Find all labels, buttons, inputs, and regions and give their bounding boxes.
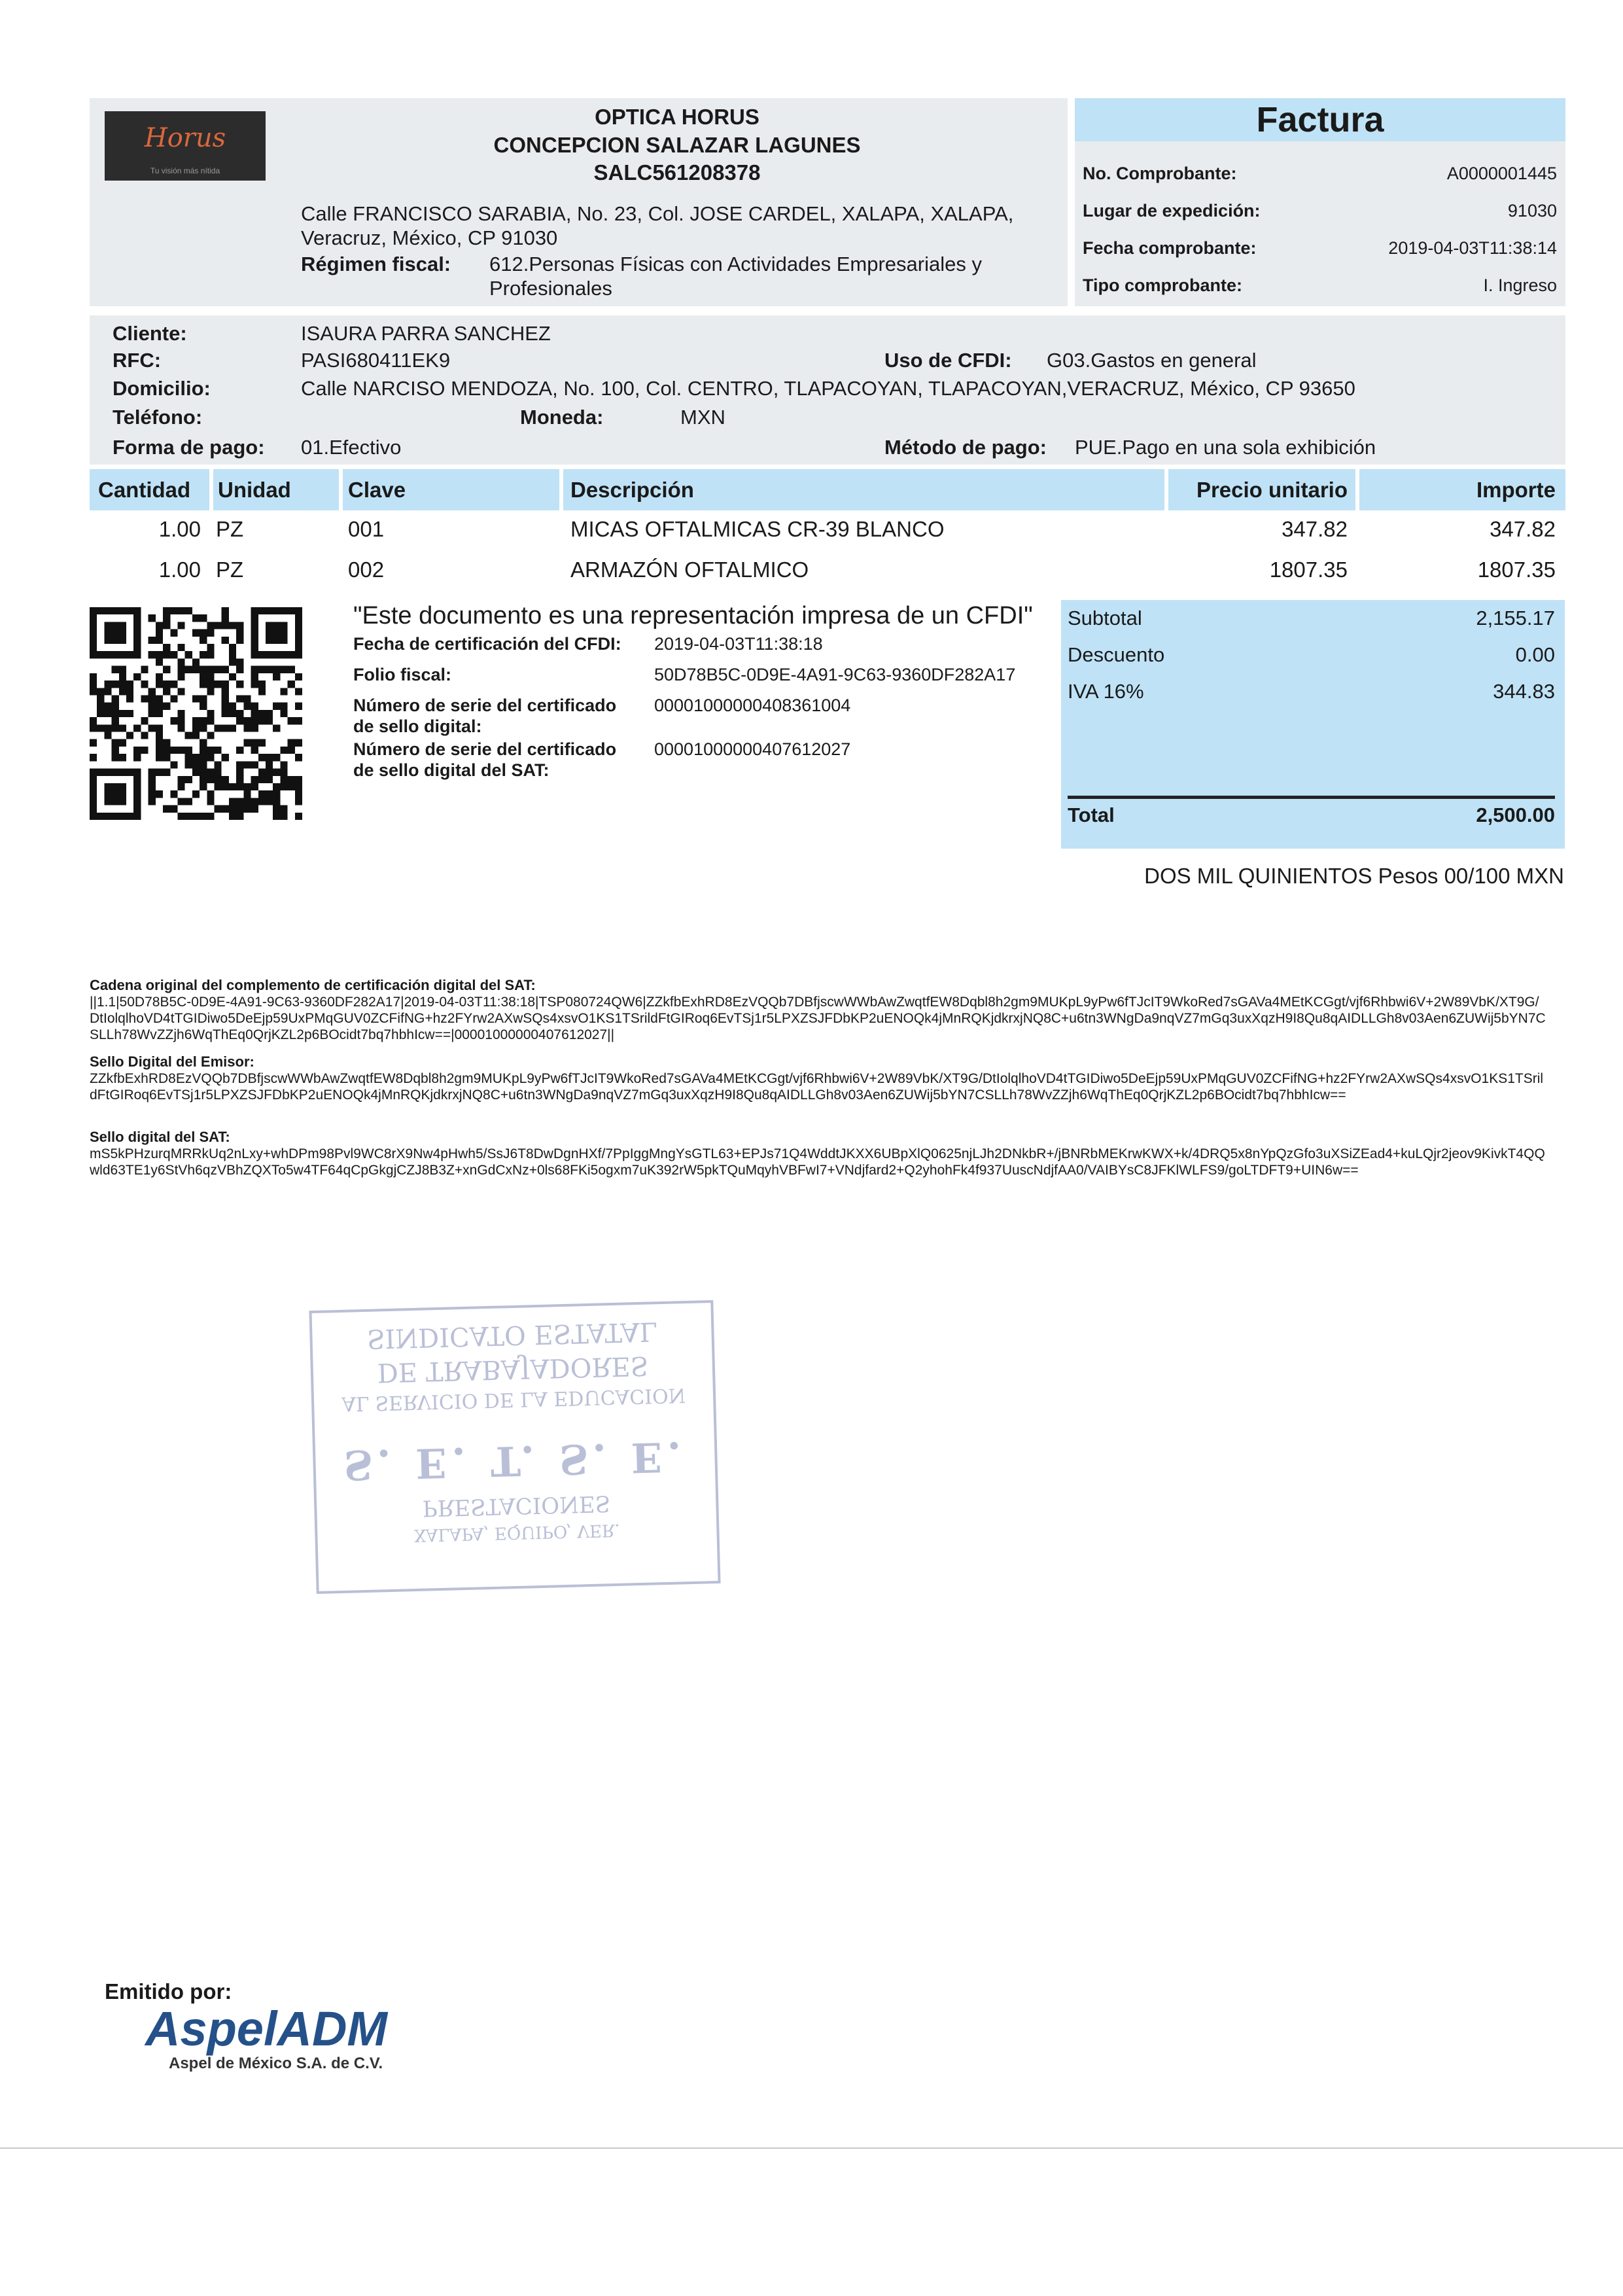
sat-seal-value: mS5kPHzurqMRRkUq2nLxy+whDPm98Pvl9WC8rX9Nw4pHwh5/SsJ6T8DwDgnHXf/7PpIggMngYsGTL63+EPJs71Q4WddtJKXX6UBpXlQ0625njLJh2DNkbR+/jBNRbMEKrwKWX+k/4DRQ5x8nYpQzGfo3uXSiZEad4+kuLQjr2jeov9KivkT4QQwld63TE1y6StVh6qzVBhZQXTo5w4TF64qCpGkgjCZJ8B3Z+xnGdCxNz+0ls68FKi5ogxm7uK392rW5pkTQuMqyhVBFwI7+VNdjfard2+Q2yhohFk4f937UuscNdjfAA0/VAIBYsC8JFKlWLFS9/goLTDFT9+UIN6w== <box>90 1146 1545 1178</box>
header-divider <box>339 469 343 510</box>
col-cantidad: Cantidad <box>98 478 191 502</box>
discount-label: Descuento <box>1068 643 1165 666</box>
stamp-line: XALAPA, EQUIPO, VER. <box>413 1519 621 1545</box>
total-in-words: DOS MIL QUINIENTOS Pesos 00/100 MXN <box>1144 864 1564 888</box>
aspel-logo: AspelADM <box>145 2002 388 2056</box>
payment-form-label: Forma de pago: <box>113 436 265 459</box>
row-unidad: PZ <box>216 557 244 582</box>
total-divider <box>1068 796 1555 799</box>
col-descripcion: Descripción <box>570 478 694 502</box>
currency: MXN <box>680 406 725 429</box>
cadena-value: ||1.1|50D78B5C-0D9E-4A91-9C63-9360DF282A17|2019-04-03T11:38:18|TSP080724QW6|ZZkfbExhRD8EzVQQb7DBfjscwWWbAwZwqtfEW8Dqbl8h2gm9MUKpL9yPw6fTJcIT9WkoRed7sGAVa4MEtKCGgt/vjf6Rhbwi6V+2W89VbK/XT9G/DtIolqlhoVD4tTGIDiwo5DeEjp59UxPMqGUV0ZCFifNG+hz2FYrw2AXwSQs4xsvO1KS1TSrildFtGIRoq6EvTSj1r5LPXZSJFDbKP2uENOQk4jMnRQKjdkrxjNQ8C+u6tn3WNgDa9nqVZ7mGq3uxXqzH9I8Qu8qAIDLLGh8v03Aen6ZUWij5bYN7CSLLh78WvZZjh6WqThEq0QrjKZL2p6BOcidt7bq7hbhIcw==|00001000000407612027|| <box>90 995 1546 1042</box>
regimen-line2: Profesionales <box>489 277 612 300</box>
row-cantidad: 1.00 <box>158 517 201 541</box>
payment-method-label: Método de pago: <box>884 436 1047 459</box>
logo-mark: Horus <box>144 123 226 153</box>
cfdi-use-label: Uso de CFDI: <box>884 349 1012 372</box>
invoice-date-row <box>1083 238 1557 264</box>
row-clave: 001 <box>348 517 385 541</box>
sat-seal-label: Sello digital del SAT: <box>90 1129 230 1145</box>
client-name: ISAURA PARRA SANCHEZ <box>301 322 551 345</box>
folio-label: Folio fiscal: <box>353 665 452 684</box>
row-descripcion: MICAS OFTALMICAS CR-39 BLANCO <box>570 517 945 541</box>
payment-method: PUE.Pago en una sola exhibición <box>1075 436 1376 459</box>
payment-form: 01.Efectivo <box>301 436 402 459</box>
stamp-line: SINDICATO ESTATAL <box>366 1316 657 1354</box>
invoice-number-value: A0000001445 <box>1446 164 1557 183</box>
cert-date-label: Fecha de certificación del CFDI: <box>353 634 621 654</box>
row-clave: 002 <box>348 557 385 582</box>
row-descripcion: ARMAZÓN OFTALMICO <box>570 557 809 582</box>
cert-date: 2019-04-03T11:38:18 <box>654 634 823 654</box>
issuer-address-line2: Veracruz, México, CP 91030 <box>301 226 558 249</box>
table-row <box>90 517 1565 551</box>
cfdi-notice: "Este documento es una representación impresa de un CFDI" <box>353 602 1033 629</box>
emitted-by-label: Emitido por: <box>105 1979 232 2004</box>
sat-serial: 00001000000407612027 <box>654 739 851 759</box>
invoice-place-row <box>1083 201 1557 227</box>
header-divider <box>209 469 213 510</box>
invoice-type-value: I. Ingreso <box>1483 275 1557 295</box>
qr-code <box>90 607 302 820</box>
emisor-seal-label: Sello Digital del Emisor: <box>90 1053 254 1070</box>
invoice-date-label: Fecha comprobante: <box>1083 238 1257 258</box>
discount-value: 0.00 <box>1515 643 1555 666</box>
issuer-rfc: SALC561208378 <box>593 160 761 185</box>
col-unidad: Unidad <box>218 478 291 502</box>
header-divider <box>1164 469 1168 510</box>
cfdi-use: G03.Gastos en general <box>1047 349 1257 372</box>
total-label: Total <box>1068 804 1115 826</box>
subtotal-label: Subtotal <box>1068 607 1142 629</box>
issuer-address-line1: Calle FRANCISCO SARABIA, No. 23, Col. JOSE CARDEL, XALAPA, XALAPA, <box>301 202 1014 225</box>
client-address-label: Domicilio: <box>113 377 211 400</box>
cert-serial: 00001000000408361004 <box>654 696 851 715</box>
row-unidad: PZ <box>216 517 244 541</box>
col-precio: Precio unitario <box>1196 478 1348 502</box>
emisor-seal-value: ZZkfbExhRD8EzVQQb7DBfjscwWWbAwZwqtfEW8Dqbl8h2gm9MUKpL9yPw6fTJcIT9WkoRed7sGAVa4MEtKCGgt/vjf6Rhbwi6V+2W89VbK/XT9G/DtIolqlhoVD4tTGIDiwo5DeEjp59UxPMqGUV0ZCFifNG+hz2FYrw2AXwSQs4xsvO1KS1TSrildFtGIRoq6EvTSj1r5LPXZSJFDbKP2uENOQk4jMnRQKjdkrxjNQ8C+u6tn3WNgDa9nqVZ7mGq3uxXqzH9I8Qu8qAIDLLGh8v03Aen6ZUWij5bYN7CSLLh78WvZZjh6WqThEq0QrjKZL2p6BOcidt7bq7hbhIcw== <box>90 1071 1544 1103</box>
discount-row <box>1068 643 1555 669</box>
client-address: Calle NARCISO MENDOZA, No. 100, Col. CENTRO, TLAPACOYAN, TLAPACOYAN,VERACRUZ, México, CP 93650 <box>301 377 1355 400</box>
total-row <box>1068 804 1555 830</box>
stamp-line: DE TRABAJADORES <box>377 1350 649 1388</box>
header-divider <box>1355 469 1359 510</box>
iva-value: 344.83 <box>1493 680 1555 703</box>
page-bottom-rule <box>0 2147 1623 2149</box>
subtotal-row <box>1068 607 1555 633</box>
regimen-label: Régimen fiscal: <box>301 253 451 275</box>
header-divider <box>559 469 563 510</box>
invoice-number-label: No. Comprobante: <box>1083 164 1237 183</box>
client-label: Cliente: <box>113 322 187 345</box>
subtotal-value: 2,155.17 <box>1476 607 1555 629</box>
row-precio: 347.82 <box>1282 517 1348 541</box>
row-importe: 347.82 <box>1490 517 1556 541</box>
client-phone-label: Teléfono: <box>113 406 203 429</box>
regimen-line1: 612.Personas Físicas con Actividades Empresariales y <box>489 253 982 275</box>
cadena-label: Cadena original del complemento de certificación digital del SAT: <box>90 977 536 993</box>
total-value: 2,500.00 <box>1476 804 1555 826</box>
sat-serial-label-2: de sello digital del SAT: <box>353 760 550 780</box>
aspel-company: Aspel de México S.A. de C.V. <box>169 2055 383 2072</box>
client-rfc-label: RFC: <box>113 349 162 372</box>
stamp-line: PRESTACIONES <box>422 1490 611 1521</box>
client-rfc: PASI680411EK9 <box>301 349 451 372</box>
issuer-owner: CONCEPCION SALAZAR LAGUNES <box>493 133 861 157</box>
union-stamp <box>309 1300 720 1594</box>
stamp-line: S. E. T. S. E. <box>343 1432 688 1489</box>
invoice-type-label: Tipo comprobante: <box>1083 275 1243 295</box>
invoice-place-value: 91030 <box>1507 201 1557 221</box>
invoice-type-row <box>1083 275 1557 302</box>
col-importe: Importe <box>1476 478 1556 502</box>
row-cantidad: 1.00 <box>158 557 201 582</box>
logo-tagline: Tu visión más nítida <box>150 166 220 175</box>
col-clave: Clave <box>348 478 406 502</box>
currency-label: Moneda: <box>520 406 604 429</box>
row-importe: 1807.35 <box>1477 557 1556 582</box>
invoice-number-row <box>1083 164 1557 190</box>
stamp-line: AL SERVICIO DE LA EDUCACION <box>341 1383 686 1415</box>
issuer-logo <box>105 111 266 181</box>
iva-label: IVA 16% <box>1068 680 1144 703</box>
iva-row <box>1068 680 1555 706</box>
row-precio: 1807.35 <box>1269 557 1348 582</box>
cert-serial-label-2: de sello digital: <box>353 716 482 736</box>
invoice-title: Factura <box>1075 98 1565 141</box>
invoice-date-value: 2019-04-03T11:38:14 <box>1388 238 1557 258</box>
issuer-name: OPTICA HORUS <box>595 105 759 129</box>
sat-serial-label-1: Número de serie del certificado <box>353 739 617 759</box>
folio-value: 50D78B5C-0D9E-4A91-9C63-9360DF282A17 <box>654 665 1016 684</box>
cert-serial-label-1: Número de serie del certificado <box>353 696 617 715</box>
table-row <box>90 557 1565 592</box>
invoice-place-label: Lugar de expedición: <box>1083 201 1261 221</box>
